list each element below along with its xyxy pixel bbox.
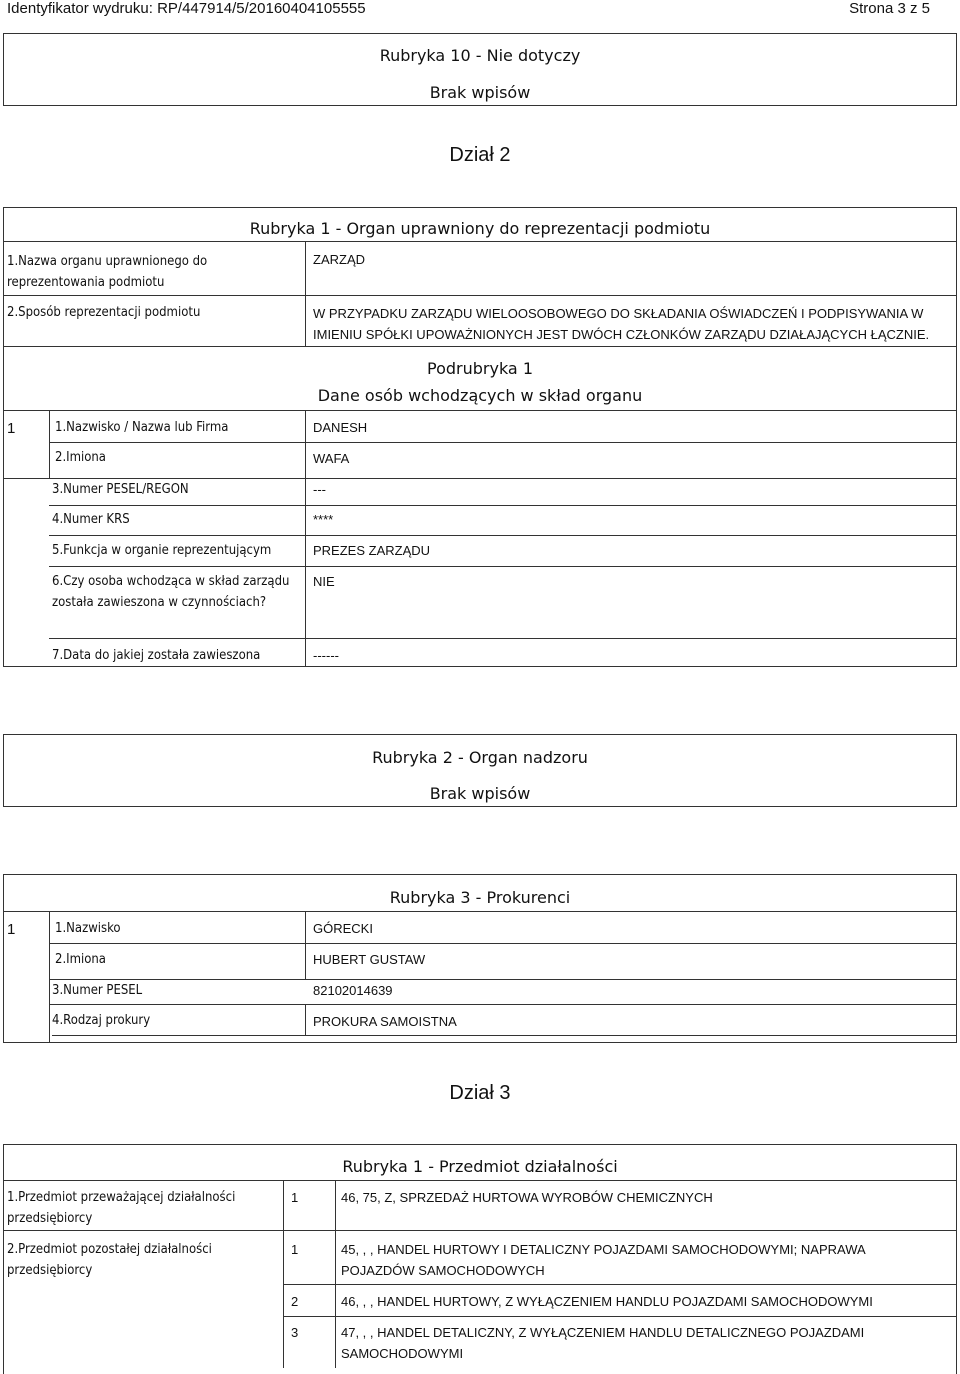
divider	[3, 295, 957, 296]
divider	[283, 1230, 284, 1368]
person-suspension-date-label: 7.Data do jakiej została zawieszona	[52, 648, 261, 663]
divider	[3, 1180, 957, 1181]
other-activity-text-2: 46, , , HANDEL HURTOWY, Z WYŁĄCZENIEM HANDLU POJAZDAMI SAMOCHODOWYMI	[341, 1294, 873, 1309]
proxy-pesel-label: 3.Numer PESEL	[52, 983, 143, 998]
divider	[305, 241, 306, 346]
divider	[335, 1230, 336, 1368]
divider	[305, 410, 306, 667]
other-activity-text-1: 45, , , HANDEL HURTOWY I DETALICZNY POJAZDAMI SAMOCHODOWYMI; NAPRAWA POJAZDÓW SAMOCHODOWYCH	[341, 1242, 865, 1278]
main-activity-number: 1	[291, 1190, 299, 1205]
person-index: 1	[7, 420, 16, 437]
dzial-3-title: Dział 3	[449, 1082, 511, 1104]
dzial-2-title: Dział 2	[449, 144, 511, 166]
proxy-type-value: PROKURA SAMOISTNA	[313, 1014, 457, 1029]
organ-name-value: ZARZĄD	[313, 252, 365, 267]
person-names-value: WAFA	[313, 451, 350, 466]
rubryka-1-organ-title: Rubryka 1 - Organ uprawniony do reprezentacji podmiotu	[249, 219, 711, 238]
rubryka-3-title: Rubryka 3 - Prokurenci	[389, 888, 571, 907]
divider	[49, 638, 957, 639]
proxy-surname-value: GÓRECKI	[313, 921, 373, 936]
main-activity-text: 46, 75, Z, SPRZEDAŻ HURTOWA WYROBÓW CHEMICZNYCH	[341, 1190, 713, 1205]
proxy-type-label: 4.Rodzaj prokury	[52, 1013, 151, 1028]
divider	[49, 1004, 957, 1005]
rubryka-10-empty: Brak wpisów	[429, 83, 531, 102]
other-activity-number-3: 3	[291, 1325, 299, 1340]
divider	[49, 410, 50, 478]
divider	[49, 911, 50, 1043]
divider	[49, 566, 957, 567]
representation-method-label: 2.Sposób reprezentacji podmiotu	[7, 305, 201, 320]
person-function-value: PREZES ZARZĄDU	[313, 543, 431, 558]
podrubryka-1-subtitle: Dane osób wchodzących w skład organu	[317, 386, 643, 405]
other-activity-text-3: 47, , , HANDEL DETALICZNY, Z WYŁĄCZENIEM HANDLU DETALICZNEGO POJAZDAMI SAMOCHODOWYMI	[341, 1325, 865, 1361]
rubryka-10-title: Rubryka 10 - Nie dotyczy	[379, 46, 581, 65]
divider	[283, 1316, 957, 1317]
divider	[49, 442, 957, 443]
divider	[49, 535, 957, 536]
divider	[305, 911, 306, 979]
proxy-pesel-value: 82102014639	[313, 983, 393, 998]
rubryka-2-empty: Brak wpisów	[429, 784, 531, 803]
divider	[3, 1230, 957, 1231]
proxy-names-value: HUBERT GUSTAW	[313, 952, 426, 967]
print-identifier: Identyfikator wydruku: RP/447914/5/20160404105555	[7, 0, 366, 17]
person-pesel-value: ---	[313, 482, 326, 497]
other-activity-number-2: 2	[291, 1294, 299, 1309]
proxy-index: 1	[7, 921, 16, 938]
divider	[283, 1180, 284, 1230]
divider	[52, 1035, 957, 1036]
divider	[3, 478, 957, 479]
divider	[283, 1284, 957, 1285]
other-activity-number-1: 1	[291, 1242, 299, 1257]
person-surname-value: DANESH	[313, 420, 368, 435]
divider	[335, 1180, 336, 1230]
divider	[3, 346, 957, 347]
person-function-label: 5.Funkcja w organie reprezentującym	[52, 543, 272, 558]
divider	[49, 943, 957, 944]
person-suspension-date-value: ------	[313, 648, 339, 663]
divider	[305, 1004, 306, 1035]
person-names-label: 2.Imiona	[55, 450, 106, 465]
person-pesel-label: 3.Numer PESEL/REGON	[52, 482, 189, 497]
person-surname-label: 1.Nazwisko / Nazwa lub Firma	[55, 420, 229, 435]
divider	[3, 911, 957, 912]
person-krs-value: ****	[313, 512, 334, 527]
person-krs-label: 4.Numer KRS	[52, 512, 130, 527]
proxy-surname-label: 1.Nazwisko	[55, 921, 121, 936]
divider	[49, 979, 957, 980]
organ-name-label: 1.Nazwa organu uprawnionego do reprezentowania podmiotu	[7, 254, 208, 290]
representation-method-value: W PRZYPADKU ZARZĄDU WIELOOSOBOWEGO DO SKŁADANIA OŚWIADCZEŃ I PODPISYWANIA W IMIENIU SPÓŁKI UPOWAŻNIONYCH JEST DWÓCH CZŁONKÓW ZARZĄDU DZIAŁAJĄCYCH ŁĄCZNIE.	[313, 306, 930, 342]
divider	[49, 505, 957, 506]
main-activity-label: 1.Przedmiot przeważającej działalności przedsiębiorcy	[7, 1190, 236, 1226]
divider	[3, 410, 957, 411]
page-number: Strona 3 z 5	[849, 0, 930, 17]
rubryka-1-activity-title: Rubryka 1 - Przedmiot działalności	[342, 1157, 618, 1176]
rubryka-2-title: Rubryka 2 - Organ nadzoru	[372, 748, 588, 767]
person-suspended-value: NIE	[313, 574, 335, 589]
divider	[3, 241, 957, 242]
proxy-names-label: 2.Imiona	[55, 952, 106, 967]
person-suspended-label: 6.Czy osoba wchodząca w skład zarządu została zawieszona w czynnościach?	[52, 574, 290, 610]
podrubryka-1-title: Podrubryka 1	[427, 359, 533, 378]
other-activity-label: 2.Przedmiot pozostałej działalności przedsiębiorcy	[7, 1242, 212, 1278]
